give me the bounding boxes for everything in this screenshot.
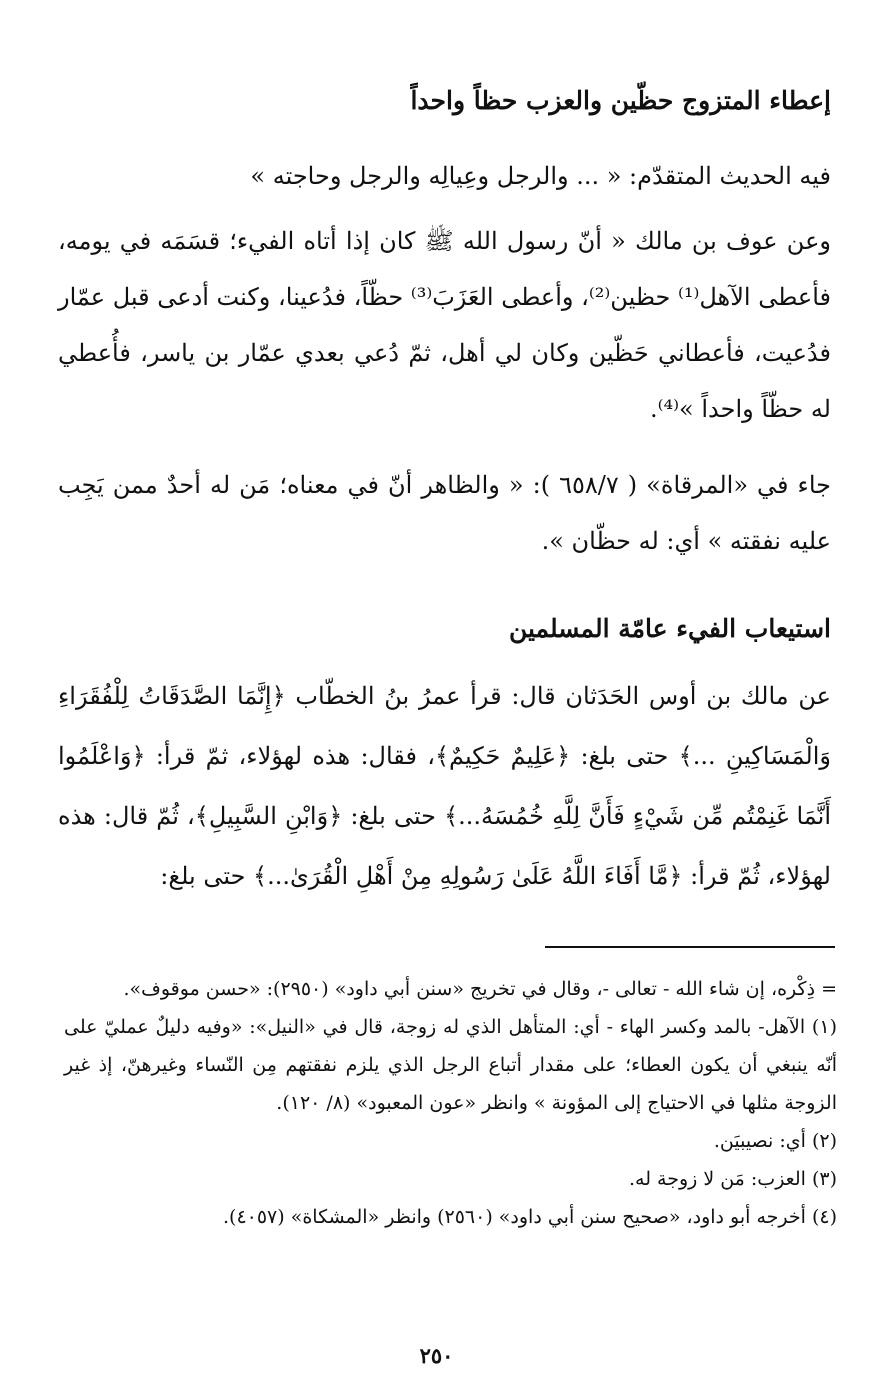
footnote-3: (٣) العزب: مَن لا زوجة له.: [628, 1168, 837, 1190]
paragraph-hadith-reference: فيه الحديث المتقدّم: « ... والرجل وعِيالِه والرجل وحاجته »: [250, 162, 831, 190]
footnote-2: (٢) أي: نصيبيَن.: [713, 1130, 837, 1152]
paragraph-awf-narration: وعن عوف بن مالك « أنّ رسول الله ﷺ كان إذا أتاه الفيء؛ قسَمَه في يومه، فأعطى الآهل⁽¹⁾ حظين⁽²⁾، وأعطى العَزَبَ⁽³⁾ حظّاً، فدُعينا، وكنت أدعى قبل عمّار فدُعيت، فأعطاني حَظّين وكان لي أهل، ثمّ دُعي بعدي عمّار بن ياسر، فأُعطي له حظّاً واحداً »⁽⁴⁾.: [58, 227, 831, 423]
footnote-continuation: = ذِكْره، إن شاء الله - تعالى -، وقال في تخريج «سنن أبي داود» (٢٩٥٠): «حسن موقوف».: [123, 978, 837, 1000]
section-heading-married-share: إعطاء المتزوج حظّين والعزب حظاً واحداً: [410, 86, 831, 115]
footnotes-section: [64, 970, 837, 1236]
footnote-1: (١) الآهل- بالمد وكسر الهاء - أي: المتأهل الذي له زوجة، قال في «النيل»: «وفيه دليلٌ عمليّ على أنّه ينبغي أن يكون العطاء؛ على مقدار أتباع الرجل الذي يلزم نفقتهم مِن النّساء وغيرهنّ، إذ غير الزوجة مثلها في الاحتياج إلى المؤونة » وانظر «عون المعبود» (٨/ ١٢٠).: [64, 1016, 837, 1114]
paragraph-mirqat-quote: جاء في «المرقاة» ( ٦٥٨/٧ ): « والظاهر أنّ في معناه؛ مَن له أحدٌ ممن يَجِب عليه نفقته » أي: له حظّان ».: [58, 471, 831, 555]
footnote-divider: [545, 946, 835, 948]
paragraph-umar-recitation: عن مالك بن أوس الحَدَثان قال: قرأ عمرُ بنُ الخطّاب ﴿إِنَّمَا الصَّدَقَاتُ لِلْفُقَرَاءِ وَالْمَسَاكِينِ ...﴾ حتى بلغ: ﴿عَلِيمٌ حَكِيمٌ﴾، فقال: هذه لهؤلاء، ثمّ قرأ: ﴿وَاعْلَمُوا أَنَّمَا غَنِمْتُم مِّن شَيْءٍ فَأَنَّ لِلَّهِ خُمُسَهُ...﴾ حتى بلغ: ﴿وَابْنِ السَّبِيلِ﴾، ثُمّ قال: هذه لهؤلاء، ثُمّ قرأ: ﴿مَّا أَفَاءَ اللَّهُ عَلَىٰ رَسُولِهِ مِنْ أَهْلِ الْقُرَىٰ...﴾ حتى بلغ:: [58, 682, 831, 890]
footnote-4: (٤) أخرجه أبو داود، «صحيح سنن أبي داود» (٢٥٦٠) وانظر «المشكاة» (٤٠٥٧).: [222, 1206, 837, 1228]
page-number: ٢٥٠: [419, 1343, 454, 1368]
section-heading-fay-distribution: استيعاب الفيء عامّة المسلمين: [508, 614, 831, 643]
